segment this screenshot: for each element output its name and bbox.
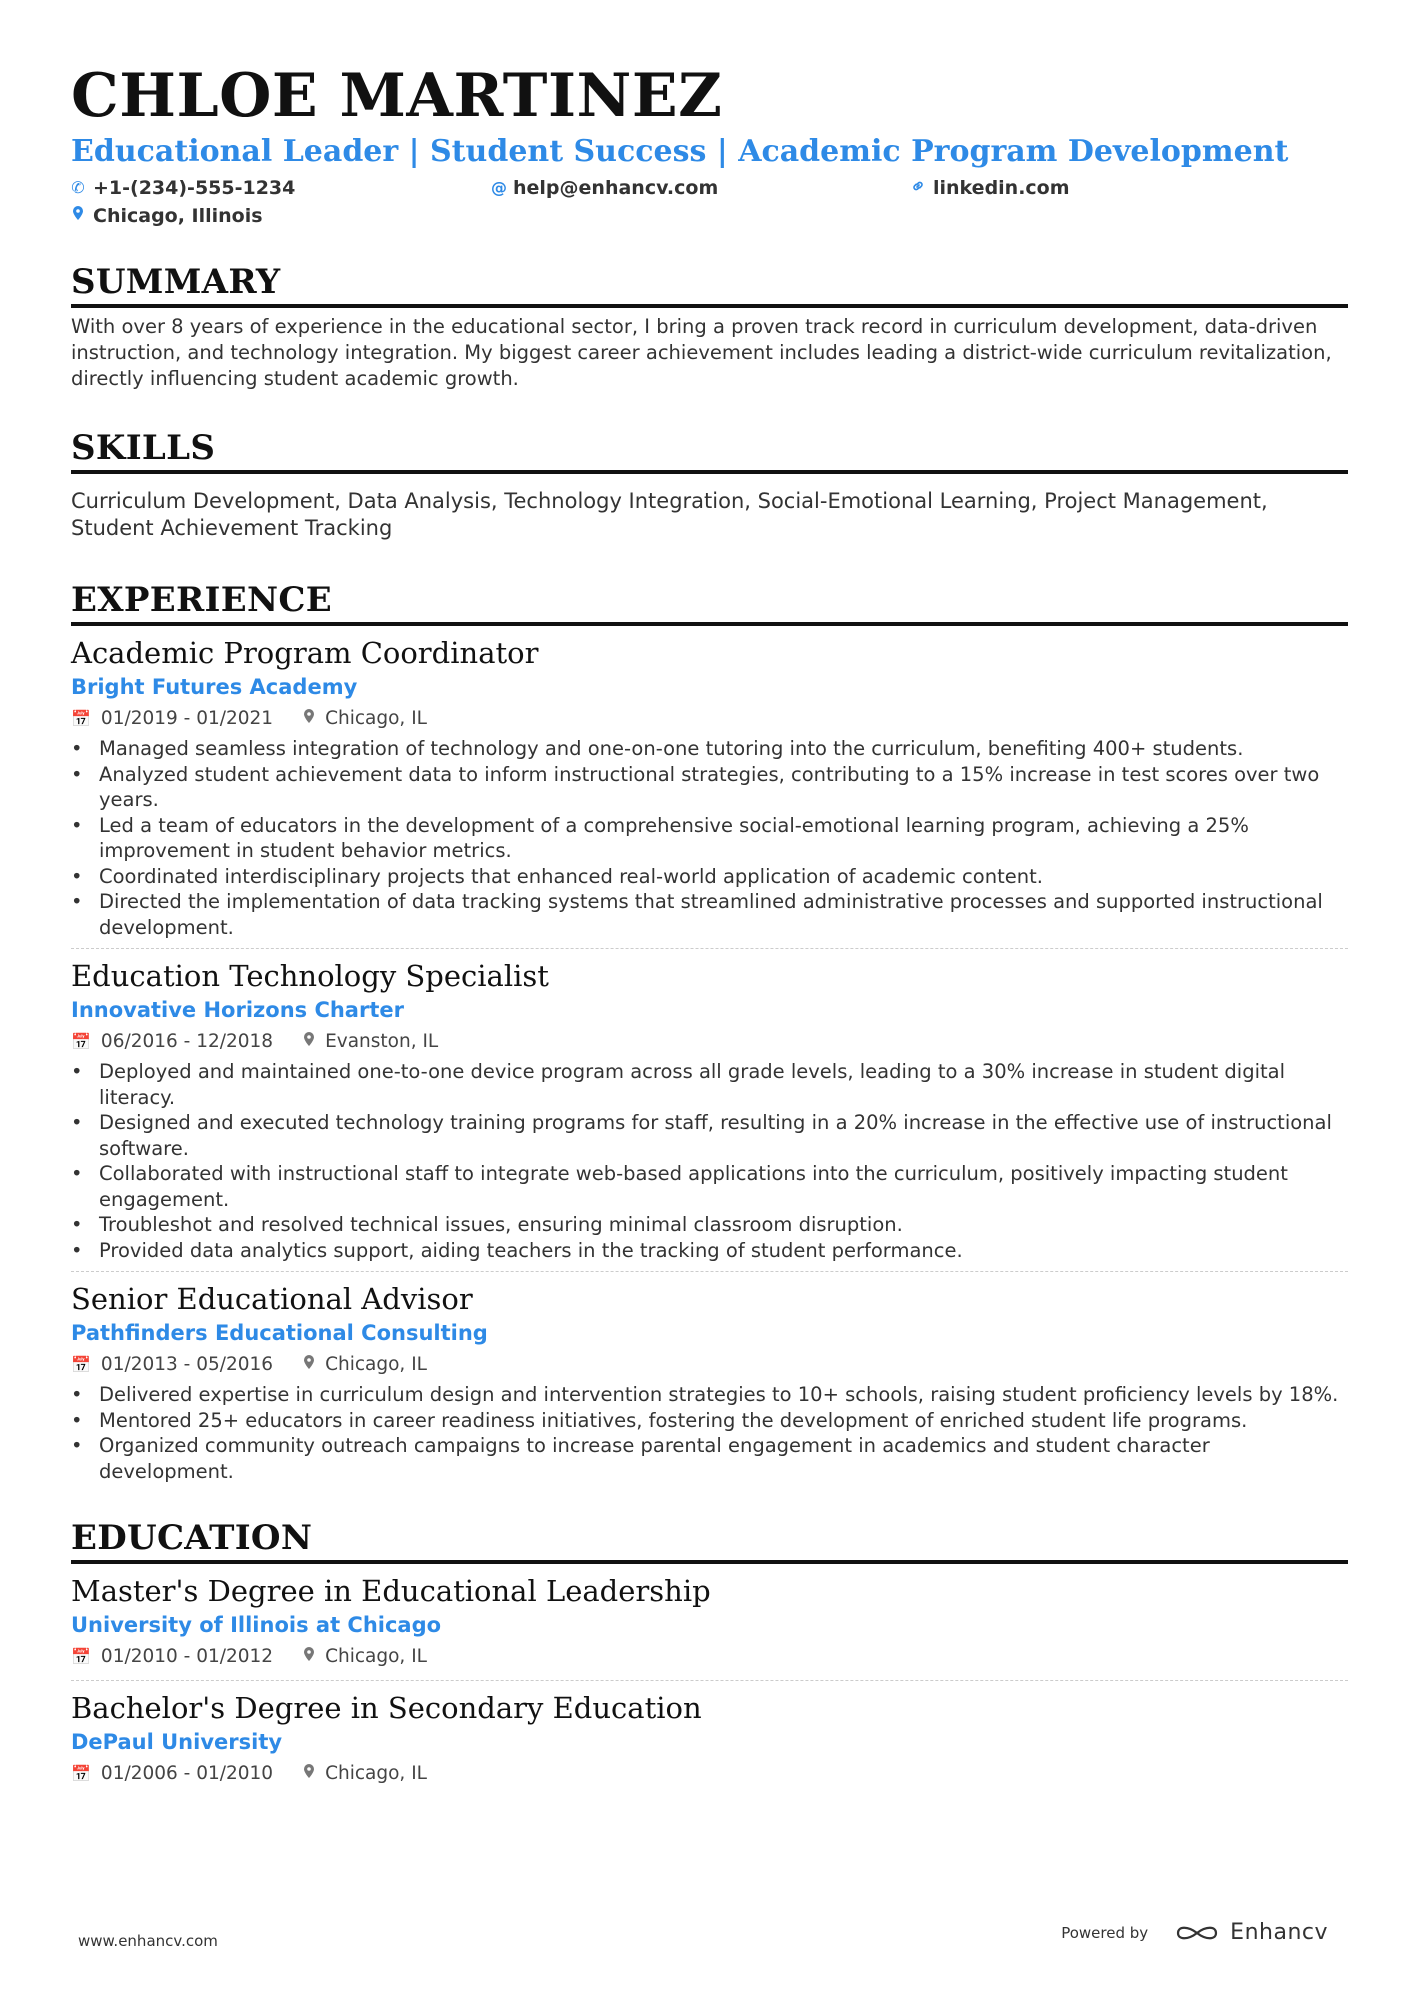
company-name: Bright Futures Academy xyxy=(71,675,358,699)
calendar-icon: 📅 xyxy=(71,1647,91,1666)
location-text: Chicago, Illinois xyxy=(93,205,263,227)
job-bullet: • Troubleshot and resolved technical issues, ensuring minimal classroom disruption. xyxy=(71,1212,1348,1238)
contact-linkedin[interactable] xyxy=(911,174,1070,202)
education-heading: EDUCATION xyxy=(71,1518,1348,1564)
job-bullet: • Managed seamless integration of technology and one-on-one tutoring into the curriculum, benefiting 400+ students. xyxy=(71,736,1348,762)
job-bullet: • Led a team of educators in the development of a comprehensive social-emotional learning program, achieving a 25% improvement in student behavior metrics. xyxy=(71,813,1348,864)
experience-heading: EXPERIENCE xyxy=(71,580,1348,626)
education-dates: 01/2010 - 01/2012 xyxy=(100,1646,274,1667)
map-pin-icon xyxy=(303,704,315,734)
calendar-icon: 📅 xyxy=(71,709,91,728)
education-location: Chicago, IL xyxy=(325,1763,427,1784)
phone-text: +1-(234)-555-1234 xyxy=(93,177,296,199)
map-pin-icon xyxy=(303,1642,315,1672)
degree-title: Bachelor's Degree in Secondary Education xyxy=(71,1691,702,1725)
summary-heading: SUMMARY xyxy=(71,262,1348,308)
job-location: Chicago, IL xyxy=(325,1354,427,1375)
job-bullet: • Coordinated interdisciplinary projects that enhanced real-world application of academic content. xyxy=(71,864,1348,890)
summary-text: With over 8 years of experience in the educational sector, I bring a proven track record in curriculum development, data-driven instruction, and technology integration. My biggest career achievement includes leading a district-wide curriculum revitalization, directly influencing student academic growth. xyxy=(71,315,1332,390)
education-entry xyxy=(71,1564,1348,1672)
job-dates: 06/2016 - 12/2018 xyxy=(100,1031,274,1052)
job-meta xyxy=(71,1027,1348,1057)
experience-entry xyxy=(71,626,1348,940)
experience-entry xyxy=(71,1271,1348,1484)
job-bullet: • Collaborated with instructional staff to integrate web-based applications into the curriculum, positively impacting student engagement. xyxy=(71,1161,1348,1212)
school-name: DePaul University xyxy=(71,1730,283,1754)
skills-text: Curriculum Development, Data Analysis, Technology Integration, Social-Emotional Learning, Project Management, Student Achievement Tracking xyxy=(71,489,1268,540)
job-bullet: • Designed and executed technology training programs for staff, resulting in a 20% increase in the effective use of instructional software. xyxy=(71,1110,1348,1161)
map-pin-icon xyxy=(71,202,85,230)
map-pin-icon xyxy=(303,1027,315,1057)
contact-row xyxy=(71,174,1348,202)
email-text[interactable]: help@enhancv.com xyxy=(513,177,719,199)
skills-heading: SKILLS xyxy=(71,428,1348,474)
job-bullet: • Mentored 25+ educators in career readiness initiatives, fostering the development of enriched student life programs. xyxy=(71,1408,1348,1434)
at-icon: @ xyxy=(491,178,507,197)
enhancv-logo-icon xyxy=(1174,1921,1220,1945)
job-bullets xyxy=(71,1382,1348,1484)
calendar-icon: 📅 xyxy=(71,1355,91,1374)
footer-website[interactable]: www.enhancv.com xyxy=(78,1932,218,1950)
link-icon xyxy=(911,174,925,202)
job-bullet: • Delivered expertise in curriculum design and intervention strategies to 10+ schools, raising student proficiency levels by 18%. xyxy=(71,1382,1348,1408)
experience-entry xyxy=(71,948,1348,1263)
job-bullets xyxy=(71,1059,1348,1263)
map-pin-icon xyxy=(303,1350,315,1380)
contact-email[interactable] xyxy=(491,174,911,202)
calendar-icon: 📅 xyxy=(71,1032,91,1051)
brand-name[interactable]: Enhancv xyxy=(1230,1920,1328,1945)
school-name: University of Illinois at Chicago xyxy=(71,1613,442,1637)
contact-location xyxy=(71,202,263,230)
candidate-name: CHLOE MARTINEZ xyxy=(71,61,723,131)
job-location: Evanston, IL xyxy=(325,1031,439,1052)
education-meta xyxy=(71,1642,1348,1672)
job-title: Education Technology Specialist xyxy=(71,959,549,993)
linkedin-text[interactable]: linkedin.com xyxy=(933,177,1070,199)
job-bullet: • Provided data analytics support, aiding teachers in the tracking of student performance. xyxy=(71,1238,1348,1264)
resume-page xyxy=(71,60,1348,1789)
education-location: Chicago, IL xyxy=(325,1646,427,1667)
job-meta xyxy=(71,1350,1348,1380)
job-meta xyxy=(71,704,1348,734)
job-title: Academic Program Coordinator xyxy=(71,636,539,670)
map-pin-icon xyxy=(303,1759,315,1789)
job-location: Chicago, IL xyxy=(325,708,427,729)
calendar-icon: 📅 xyxy=(71,1764,91,1783)
contact-row-2 xyxy=(71,202,1348,230)
job-title: Senior Educational Advisor xyxy=(71,1282,473,1316)
education-dates: 01/2006 - 01/2010 xyxy=(100,1763,274,1784)
candidate-tagline: Educational Leader | Student Success | Academic Program Development xyxy=(71,134,1289,169)
degree-title: Master's Degree in Educational Leadership xyxy=(71,1574,711,1608)
company-name: Pathfinders Educational Consulting xyxy=(71,1321,488,1345)
job-bullet: • Directed the implementation of data tracking systems that streamlined administrative processes and supported instructional development. xyxy=(71,889,1348,940)
job-bullet: • Organized community outreach campaigns to increase parental engagement in academics and student character development. xyxy=(71,1433,1348,1484)
powered-by-text: Powered by xyxy=(1061,1923,1149,1942)
company-name: Innovative Horizons Charter xyxy=(71,998,404,1022)
job-bullets xyxy=(71,736,1348,940)
education-entry xyxy=(71,1680,1348,1789)
job-dates: 01/2019 - 01/2021 xyxy=(100,708,274,729)
job-dates: 01/2013 - 05/2016 xyxy=(100,1354,274,1375)
footer-branding xyxy=(1061,1920,1328,1945)
job-bullet: • Deployed and maintained one-to-one device program across all grade levels, leading to a 30% increase in student digital literacy. xyxy=(71,1059,1348,1110)
education-meta xyxy=(71,1759,1348,1789)
contact-phone xyxy=(71,174,491,202)
phone-icon: ✆ xyxy=(71,178,85,197)
job-bullet: • Analyzed student achievement data to inform instructional strategies, contributing to a 15% increase in test scores over two years. xyxy=(71,762,1348,813)
